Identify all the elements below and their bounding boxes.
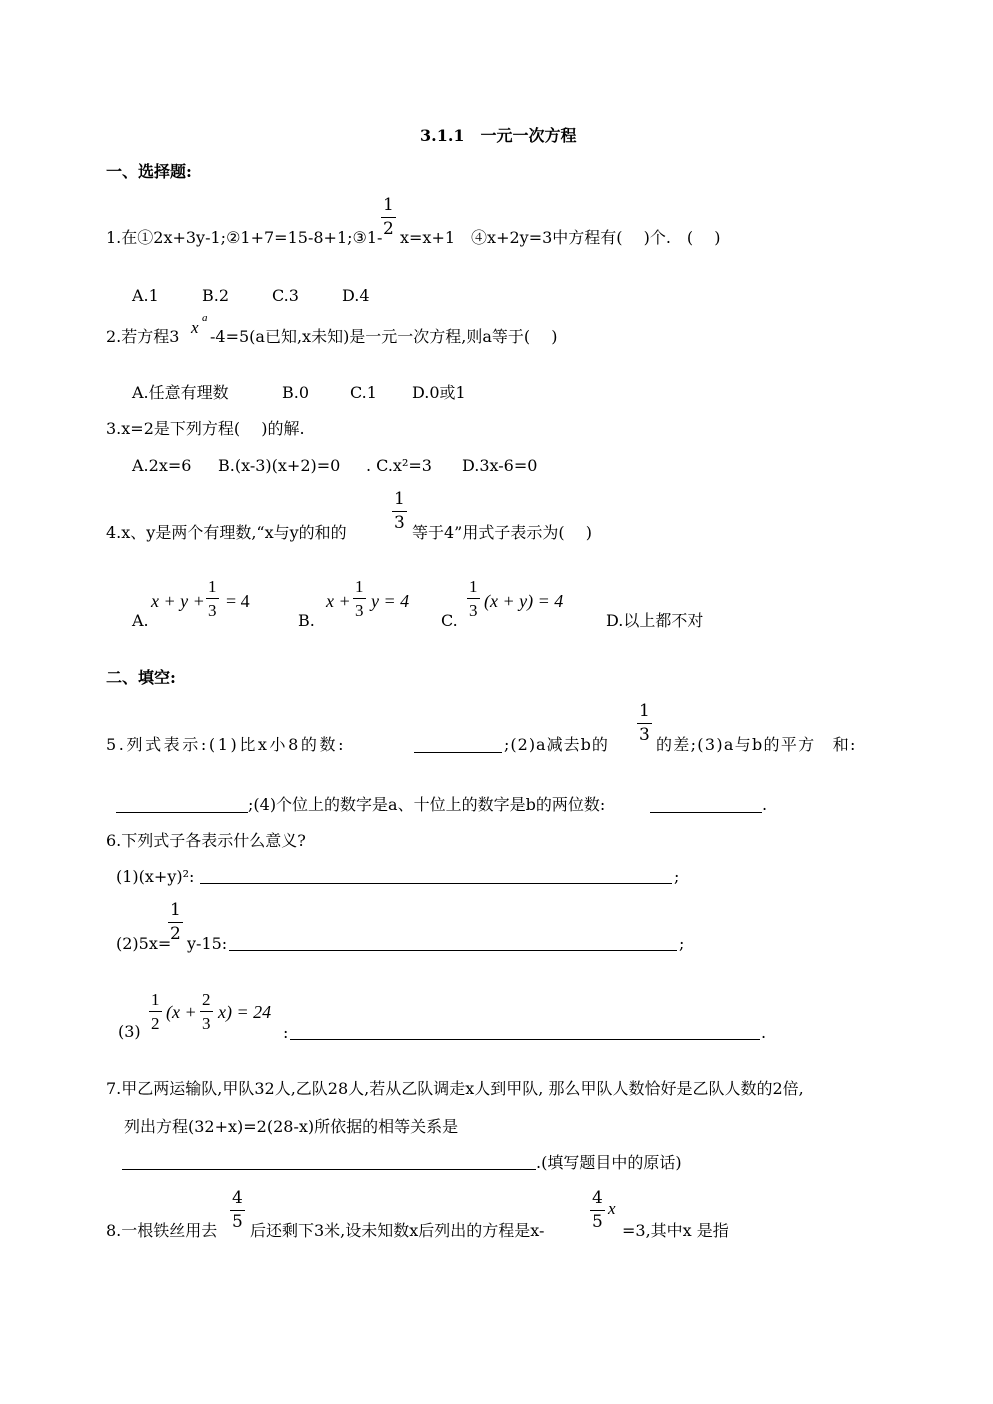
answer-blank-3[interactable] — [650, 812, 762, 813]
fraction-denominator: 5 — [592, 1212, 603, 1232]
question-6-part-3-fraction-1 — [149, 991, 162, 1032]
question-1-text-b: x=x+1 ④x+2y=3中方程有( )个. ( ) — [400, 228, 721, 247]
fraction-numerator: 1 — [637, 703, 652, 724]
question-8-text-b: 后还剩下3米,设未知数x后列出的方程是x- — [250, 1221, 545, 1240]
fraction-denominator: 3 — [394, 513, 405, 533]
question-6-part-3-expr-mid: (x + — [166, 1002, 197, 1022]
question-8-text-a: 8.一根铁丝用去 — [106, 1221, 218, 1240]
option-b: B.(x-3)(x+2)=0 — [218, 456, 341, 475]
option-d: D.以上都不对 — [606, 611, 704, 630]
option-a-expr-right: = 4 — [226, 591, 250, 611]
question-1-text-a: 1.在①2x+3y-1;②1+7=15-8+1;③1- — [106, 228, 383, 247]
question-5-fraction — [637, 703, 652, 744]
option-b: B.2 — [202, 286, 230, 305]
question-5-text-b: ;(2)a减去b的 — [504, 735, 609, 754]
option-c-expr: (x + y) = 4 — [484, 591, 564, 611]
option-b-label: B. — [298, 611, 315, 630]
fraction-numerator: 1 — [206, 578, 219, 599]
question-2-exponent: a — [202, 312, 208, 324]
fraction-numerator: 1 — [149, 991, 162, 1012]
option-c-fraction — [467, 578, 480, 619]
answer-blank-7[interactable] — [122, 1169, 536, 1170]
option-a: A.2x=6 — [132, 456, 192, 475]
question-2-text-b: -4=5(a已知,x未知)是一元一次方程,则a等于( ) — [210, 327, 558, 346]
fraction-denominator: 3 — [639, 725, 650, 745]
question-6-part-3-fraction-2 — [200, 991, 213, 1032]
question-3-text: 3.x=2是下列方程( )的解. — [106, 419, 305, 438]
question-4-fraction — [392, 491, 407, 532]
option-a: A.任意有理数 — [132, 383, 229, 402]
option-d: D.0或1 — [412, 383, 466, 402]
question-8-fraction-1 — [230, 1190, 245, 1231]
fraction-denominator: 3 — [208, 601, 217, 620]
question-6-part-3-expr-end: x) = 24 — [218, 1002, 272, 1022]
question-2-text-a: 2.若方程3 — [106, 327, 180, 346]
question-6-part-2-fraction — [168, 902, 183, 943]
answer-blank-6-1[interactable] — [200, 883, 672, 884]
option-c: C.1 — [350, 383, 377, 402]
option-a-label: A. — [132, 611, 149, 630]
question-8-variable: x — [608, 1199, 616, 1218]
question-7-line-2: 列出方程(32+x)=2(28-x)所依据的相等关系是 — [124, 1117, 459, 1136]
answer-blank-2[interactable] — [116, 812, 248, 813]
fraction-denominator: 2 — [170, 924, 181, 944]
fraction-denominator: 3 — [202, 1014, 211, 1033]
page-title: 3.1.1 一元一次方程 — [420, 126, 577, 145]
question-7-line-3: .(填写题目中的原话) — [536, 1153, 682, 1172]
fraction-numerator: 1 — [467, 578, 480, 599]
question-6-part-2-end: ; — [679, 934, 685, 953]
option-b-fraction — [353, 578, 366, 619]
fraction-denominator: 2 — [151, 1014, 160, 1033]
option-a-fraction — [206, 578, 219, 619]
question-6-part-3-label: (3) — [118, 1022, 141, 1041]
answer-blank-6-2[interactable] — [229, 950, 677, 951]
fraction-numerator: 1 — [392, 491, 407, 512]
answer-blank-1[interactable] — [414, 752, 502, 753]
question-6-part-2-b: y-15: — [187, 934, 228, 953]
question-6-part-1: (1)(x+y)²: — [116, 867, 195, 886]
option-d: D.4 — [342, 286, 370, 305]
fraction-denominator: 3 — [355, 601, 364, 620]
option-a: A.1 — [132, 286, 159, 305]
question-6-part-3-colon: : — [283, 1023, 289, 1042]
question-8-text-c: =3,其中x 是指 — [622, 1221, 729, 1240]
option-d: D.3x-6=0 — [462, 456, 538, 475]
option-c: . C.x²=3 — [366, 456, 432, 475]
option-b-expr-right: y = 4 — [371, 591, 410, 611]
option-c-label: C. — [441, 611, 458, 630]
fraction-numerator: 1 — [381, 197, 396, 218]
question-2-base: x — [191, 318, 199, 337]
fraction-denominator: 5 — [232, 1212, 243, 1232]
question-5-text-a: 5.列式表示:(1)比x小8的数: — [106, 735, 347, 754]
question-6-part-1-end: ; — [674, 867, 680, 886]
fraction-numerator: 2 — [200, 991, 213, 1012]
fraction-numerator: 1 — [168, 902, 183, 923]
question-8-fraction-2 — [590, 1190, 605, 1231]
answer-blank-6-3[interactable] — [290, 1039, 760, 1040]
fraction-numerator: 4 — [230, 1190, 245, 1211]
section-heading-fill: 二、填空: — [106, 668, 176, 687]
section-heading-choice: 一、选择题: — [106, 162, 192, 181]
question-6-part-2-a: (2)5x= — [116, 934, 172, 953]
option-c: C.3 — [272, 286, 299, 305]
question-5-text-d: ;(4)个位上的数字是a、十位上的数字是b的两位数: — [248, 795, 606, 814]
fraction-denominator: 2 — [383, 219, 394, 239]
fraction-denominator: 3 — [469, 601, 478, 620]
fraction-numerator: 1 — [353, 578, 366, 599]
question-5-text-c: 的差;(3)a与b的平方 和: — [656, 735, 857, 754]
question-1-fraction — [381, 197, 396, 238]
option-a-expr-left: x + y + — [151, 591, 205, 611]
question-6-text: 6.下列式子各表示什么意义? — [106, 831, 306, 850]
fraction-numerator: 4 — [590, 1190, 605, 1211]
question-6-part-3-end: . — [761, 1023, 767, 1042]
question-4-text-b: 等于4”用式子表示为( ) — [412, 523, 592, 542]
question-4-text-a: 4.x、y是两个有理数,“x与y的和的 — [106, 523, 347, 542]
question-7-line-1: 7.甲乙两运输队,甲队32人,乙队28人,若从乙队调走x人到甲队, 那么甲队人数恰好是乙队人数的2倍, — [106, 1079, 804, 1098]
question-5-end: . — [762, 795, 768, 814]
option-b: B.0 — [282, 383, 310, 402]
option-b-expr-left: x + — [326, 591, 351, 611]
